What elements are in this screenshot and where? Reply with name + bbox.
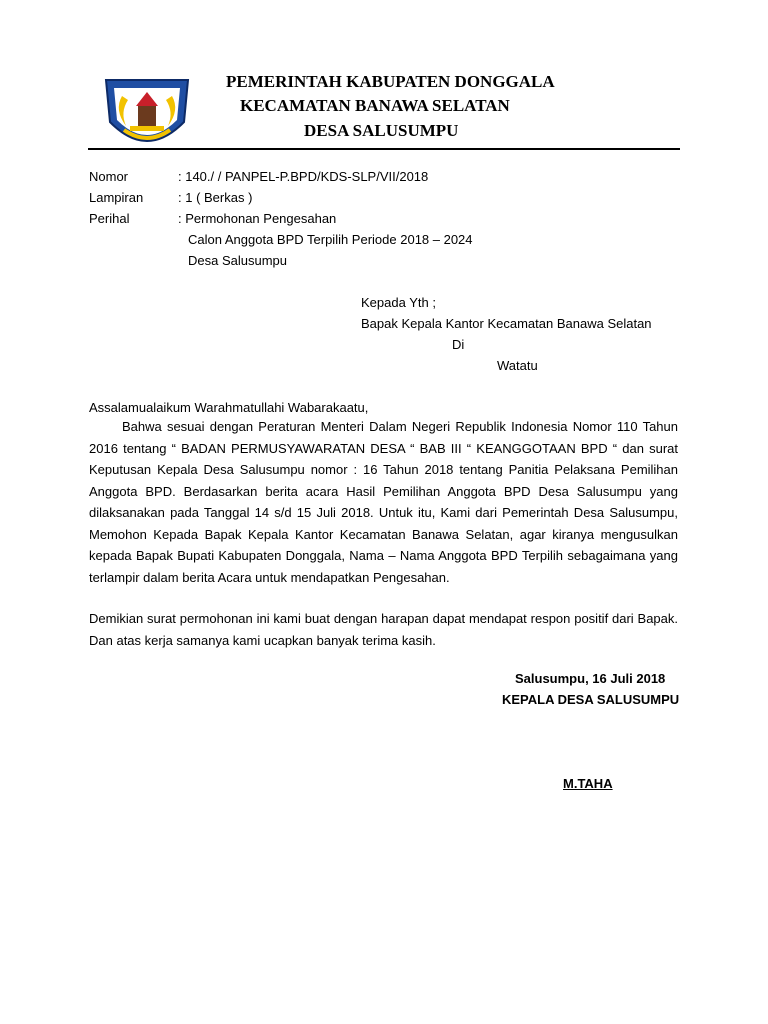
signature-place-date: Salusumpu, 16 Juli 2018	[515, 671, 666, 686]
recipient-place: Watatu	[497, 358, 538, 373]
nomor-value: : 140./ / PANPEL-P.BPD/KDS-SLP/VII/2018	[178, 169, 429, 184]
letterhead-divider	[88, 148, 680, 150]
perihal-line-3: Desa Salusumpu	[188, 253, 287, 268]
recipient-name: Bapak Kepala Kantor Kecamatan Banawa Selatan	[361, 316, 652, 331]
signature-title: KEPALA DESA SALUSUMPU	[502, 692, 680, 707]
body-paragraph-2: Demikian surat permohonan ini kami buat dengan harapan dapat mendapat respon positif dari Bapak. Dan atas kerja samanya kami ucapkan banyak terima kasih.	[89, 611, 678, 648]
nomor-label: Nomor	[89, 169, 129, 184]
signature-name: M.TAHA	[563, 776, 613, 791]
letterhead-line-2: KECAMATAN BANAWA SELATAN	[240, 96, 510, 115]
perihal-line-2: Calon Anggota BPD Terpilih Periode 2018 – 2024	[188, 232, 473, 247]
letterhead-line-1: PEMERINTAH KABUPATEN DONGGALA	[226, 72, 555, 91]
greeting: Assalamualaikum Warahmatullahi Wabarakaatu,	[89, 400, 369, 415]
letterhead-line-3: DESA SALUSUMPU	[304, 121, 459, 140]
recipient-di: Di	[452, 337, 465, 352]
perihal-value: : Permohonan Pengesahan	[178, 211, 337, 226]
perihal-label: Perihal	[89, 211, 130, 226]
lampiran-label: Lampiran	[89, 190, 144, 205]
lampiran-value: : 1 ( Berkas )	[178, 190, 253, 205]
body-paragraph-1: Bahwa sesuai dengan Peraturan Menteri Dalam Negeri Republik Indonesia Nomor 110 Tahun 2016 tentang “ BADAN PERMUSYAWARATAN DESA “ BAB III “ KEANGGOTAAN BPD “ dan surat Keputusan Kepala Desa Salusumpu nomor : 16 Tahun 2018 tentang Panitia Pelaksana Pemilihan Anggota BPD. Berdasarkan berita acara Hasil Pemilihan Anggota BPD Desa Salusumpu yang dilaksanakan pada Tanggal 14 s/d 15 Juli 2018. Untuk itu, Kami dari Pemerintah Desa Salusumpu, Memohon Kepada Bapak Kepala Kantor Kecamatan Banawa Selatan, agar kiranya mengusulkan kepada Bapak Bupati Kabupaten Donggala, Nama – Nama Anggota BPD Terpilih sebagaimana yang terlampir dalam berita Acara untuk mendapatkan Pengesahan.	[89, 419, 678, 585]
recipient-kepada: Kepada Yth ;	[361, 295, 436, 310]
kabupaten-donggala-logo	[100, 70, 194, 154]
